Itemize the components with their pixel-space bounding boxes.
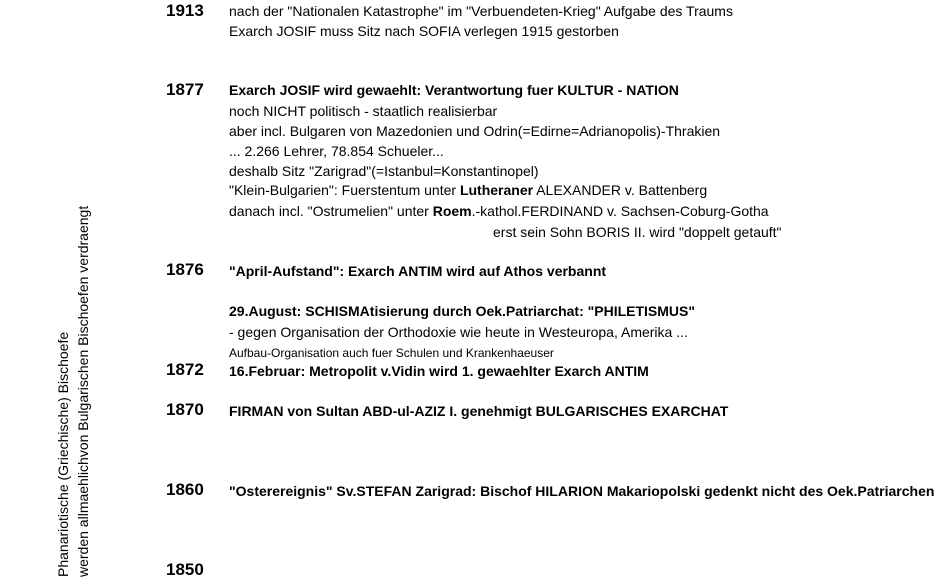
entry-1876-line-2: 29.August: SCHISMAtisierung durch Oek.Patriarchat: "PHILETISMUS" <box>229 303 696 319</box>
side-label <box>53 107 93 577</box>
entry-1877-line-7-bold: Roem <box>432 203 472 219</box>
entry-1876-line-1: "April-Aufstand": Exarch ANTIM wird auf Athos verbannt <box>229 263 607 279</box>
side-label-line-1: Phanariotische (Griechische) Bischoefe <box>55 331 71 577</box>
entry-1872-line-1: 16.Februar: Metropolit v.Vidin wird 1. gewaehlter Exarch ANTIM <box>229 363 649 379</box>
year-1872: 1872 <box>166 360 204 379</box>
entry-1877-line-4: ... 2.266 Lehrer, 78.854 Schueler... <box>229 143 444 159</box>
entry-1877-line-6 <box>229 180 707 200</box>
entry-1877-line-7-c: .-kathol.FERDINAND v. Sachsen-Coburg-Gotha <box>471 203 769 219</box>
year-1860: 1860 <box>166 480 204 499</box>
entry-1877-line-6-a: "Klein-Bulgarien": Fuerstentum unter <box>229 182 460 198</box>
entry-1913-line-1: nach der "Nationalen Katastrophe" im "Verbuendeten-Krieg" Aufgabe des Traums <box>229 3 733 19</box>
year-1850: 1850 <box>166 560 204 579</box>
entry-1877-line-7 <box>229 201 769 221</box>
year-1876: 1876 <box>166 260 204 279</box>
year-1877: 1877 <box>166 80 204 99</box>
entry-1870-line-1: FIRMAN von Sultan ABD-ul-AZIZ I. genehmigt BULGARISCHES EXARCHAT <box>229 403 729 419</box>
entry-1877-line-6-c: ALEXANDER v. Battenberg <box>533 182 708 198</box>
side-label-line-2: werden allmaehlichvon Bulgarischen Bischoefen verdraengt <box>75 205 91 577</box>
year-1913: 1913 <box>166 1 204 20</box>
entry-1876-line-4: Aufbau-Organisation auch fuer Schulen und Krankenhaeuser <box>229 346 554 360</box>
entry-1877-line-7-a: danach incl. "Ostrumelien" unter <box>229 203 433 219</box>
entry-1877-line-8: erst sein Sohn BORIS II. wird "doppelt getauft" <box>493 224 782 240</box>
year-1870: 1870 <box>166 400 204 419</box>
entry-1876-line-3: - gegen Organisation der Orthodoxie wie heute in Westeuropa, Amerika ... <box>229 324 688 340</box>
entry-1860-line-1: "Osterereignis" Sv.STEFAN Zarigrad: Bischof HILARION Makariopolski gedenkt nicht des Oek.Patriarchen <box>229 483 935 499</box>
side-label-text <box>53 107 93 577</box>
entry-1913-line-2: Exarch JOSIF muss Sitz nach SOFIA verlegen 1915 gestorben <box>229 23 619 39</box>
entry-1877-line-2: noch NICHT politisch - staatlich realisierbar <box>229 103 498 119</box>
entry-1877-line-6-bold: Lutheraner <box>459 182 534 198</box>
entry-1877-line-1: Exarch JOSIF wird gewaehlt: Verantwortung fuer KULTUR - NATION <box>229 82 679 98</box>
entry-1877-line-3: aber incl. Bulgaren von Mazedonien und Odrin(=Edirne=Adrianopolis)-Thrakien <box>229 123 721 139</box>
entry-1877-line-5: deshalb Sitz "Zarigrad"(=Istanbul=Konstantinopel) <box>229 163 539 179</box>
